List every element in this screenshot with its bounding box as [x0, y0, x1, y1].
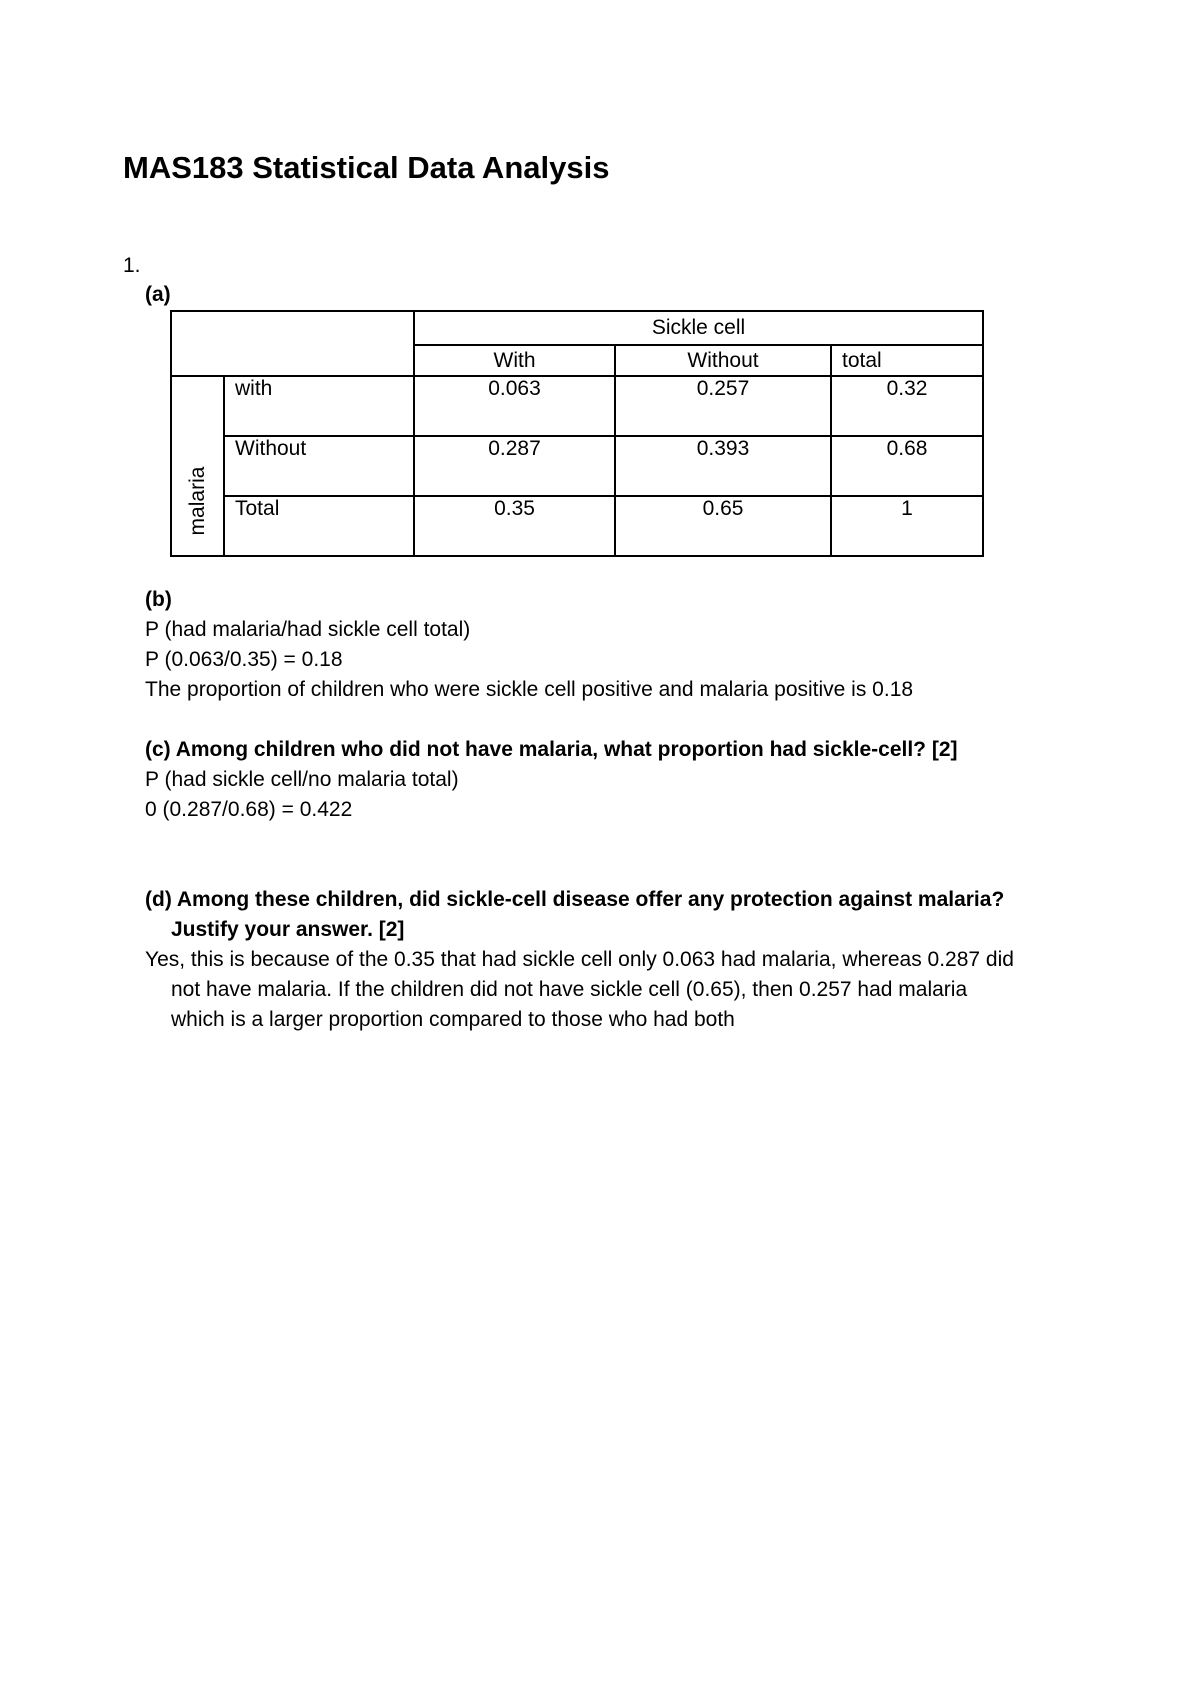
part-d-answer-continued: not have malaria. If the children did not have sickle cell (0.65), then 0.257 had malaria: [171, 978, 968, 1001]
cell-with-total: 0.32: [831, 376, 983, 436]
part-b-line: P (0.063/0.35) = 0.18: [145, 648, 343, 671]
malaria-row-group-label: malaria: [185, 466, 209, 536]
col-header-without: Without: [615, 345, 831, 376]
part-c-line: P (had sickle cell/no malaria total): [145, 768, 459, 791]
part-d-question: (d) Among these children, did sickle-cell disease offer any protection against malaria?: [145, 888, 1005, 911]
part-b-line: The proportion of children who were sickle cell positive and malaria positive is 0.18: [145, 678, 914, 701]
part-b-line: P (had malaria/had sickle cell total): [145, 618, 471, 641]
cell-with-without: 0.257: [615, 376, 831, 436]
row-label-total: Total: [224, 496, 414, 556]
question-number: 1.: [123, 254, 141, 277]
part-a-label: (a): [145, 283, 171, 306]
col-header-with: With: [414, 345, 615, 376]
col-header-total: total: [831, 345, 983, 376]
part-d-answer: Yes, this is because of the 0.35 that had sickle cell only 0.063 had malaria, whereas 0.287 did: [145, 948, 1014, 971]
row-label-with: with: [224, 376, 414, 436]
cell-without-with: 0.287: [414, 436, 615, 496]
cell-total-with: 0.35: [414, 496, 615, 556]
row-label-without: Without: [224, 436, 414, 496]
part-b-label: (b): [145, 588, 172, 611]
cell-total-without: 0.65: [615, 496, 831, 556]
cell-without-without: 0.393: [615, 436, 831, 496]
part-c-question: (c) Among children who did not have malaria, what proportion had sickle-cell? [2]: [145, 738, 958, 761]
malaria-row-group: [171, 376, 224, 556]
part-c-line: 0 (0.287/0.68) = 0.422: [145, 798, 353, 821]
cell-total-total: 1: [831, 496, 983, 556]
contingency-table: [170, 310, 984, 557]
part-d-question-continued: Justify your answer. [2]: [171, 918, 405, 941]
cell-with-with: 0.063: [414, 376, 615, 436]
document-title: MAS183 Statistical Data Analysis: [123, 150, 610, 185]
sickle-cell-group-header: Sickle cell: [414, 311, 983, 345]
table-corner-cell: [171, 311, 414, 376]
cell-without-total: 0.68: [831, 436, 983, 496]
part-d-answer-continued: which is a larger proportion compared to those who had both: [171, 1008, 735, 1031]
